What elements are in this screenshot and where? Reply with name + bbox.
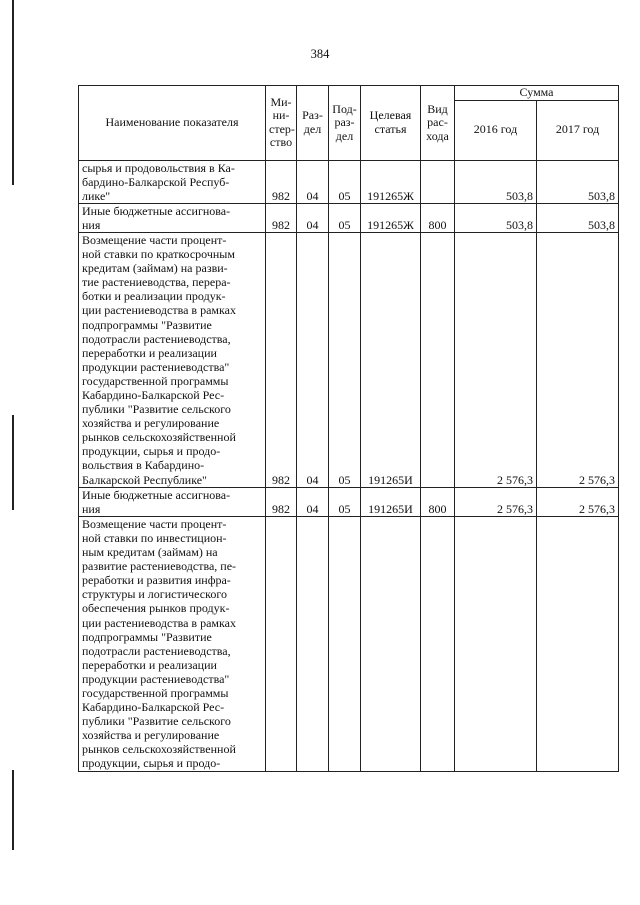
cell-ministry: 982 bbox=[266, 203, 297, 232]
header-name: Наименование показателя bbox=[79, 86, 266, 161]
cell-y2016: 2 576,3 bbox=[455, 232, 537, 487]
cell-section: 04 bbox=[297, 160, 329, 203]
table-row bbox=[79, 160, 619, 203]
table-body bbox=[79, 160, 619, 771]
cell-y2017 bbox=[537, 516, 619, 771]
header-2017: 2017 год bbox=[537, 100, 619, 160]
cell-name: Иные бюджетные ассигнова- ния bbox=[79, 203, 266, 232]
cell-target: 191265Ж bbox=[361, 160, 421, 203]
table-row bbox=[79, 487, 619, 516]
header-ministry: Ми- ни- стер- ство bbox=[266, 86, 297, 161]
cell-section bbox=[297, 516, 329, 771]
cell-target bbox=[361, 516, 421, 771]
header-target: Целевая статья bbox=[361, 86, 421, 161]
cell-y2017: 2 576,3 bbox=[537, 487, 619, 516]
cell-section: 04 bbox=[297, 203, 329, 232]
header-subsection: Под- раз- дел bbox=[329, 86, 361, 161]
scan-edge-mark bbox=[12, 415, 14, 510]
cell-y2017: 503,8 bbox=[537, 160, 619, 203]
cell-y2016: 2 576,3 bbox=[455, 487, 537, 516]
cell-name: Иные бюджетные ассигнова- ния bbox=[79, 487, 266, 516]
table-header bbox=[79, 86, 619, 161]
cell-type bbox=[421, 160, 455, 203]
header-2016: 2016 год bbox=[455, 100, 537, 160]
cell-subsection: 05 bbox=[329, 232, 361, 487]
cell-type: 800 bbox=[421, 203, 455, 232]
cell-ministry: 982 bbox=[266, 160, 297, 203]
cell-subsection: 05 bbox=[329, 203, 361, 232]
header-sum: Сумма bbox=[455, 86, 619, 101]
cell-ministry: 982 bbox=[266, 232, 297, 487]
cell-y2017: 503,8 bbox=[537, 203, 619, 232]
table-row bbox=[79, 232, 619, 487]
cell-type bbox=[421, 232, 455, 487]
budget-table bbox=[78, 85, 619, 772]
cell-type: 800 bbox=[421, 487, 455, 516]
header-section: Раз- дел bbox=[297, 86, 329, 161]
cell-y2016: 503,8 bbox=[455, 203, 537, 232]
page-number: 384 bbox=[310, 47, 330, 61]
cell-ministry: 982 bbox=[266, 487, 297, 516]
scan-edge-mark bbox=[12, 770, 14, 850]
header-type: Вид рас- хода bbox=[421, 86, 455, 161]
scan-edge-mark bbox=[12, 0, 14, 185]
cell-subsection bbox=[329, 516, 361, 771]
cell-section: 04 bbox=[297, 232, 329, 487]
cell-target: 191265И bbox=[361, 487, 421, 516]
cell-target: 191265И bbox=[361, 232, 421, 487]
cell-type bbox=[421, 516, 455, 771]
cell-y2016 bbox=[455, 516, 537, 771]
cell-name: Возмещение части процент- ной ставки по инвестицион- ным кредитам (займам) на развитие растениеводства, пе- реработки и развития инфра- структуры и логистического обеспечения рынков продук- ции растениеводства в рамках подпрограммы "Развитие подотрасли растениеводства, переработки и реализации продукции растениеводства" государственной программы Кабардино-Балкарской Рес- публики "Развитие сельского хозяйства и регулирование рынков сельскохозяйственной продукции, сырья и продо- bbox=[79, 516, 266, 771]
cell-name: Возмещение части процент- ной ставки по краткосрочным кредитам (займам) на разви- тие растениеводства, перера- ботки и реализации продук- ции растениеводства в рамках подпрограммы "Развитие подотрасли растениеводства, переработки и реализации продукции растениеводства" государственной программы Кабардино-Балкарской Рес- публики "Развитие сельского хозяйства и регулирование рынков сельскохозяйственной продукции, сырья и продо- вольствия в Кабардино- Балкарской Республике" bbox=[79, 232, 266, 487]
cell-name: сырья и продовольствия в Ка- бардино-Балкарской Респуб- лике" bbox=[79, 160, 266, 203]
table-row bbox=[79, 203, 619, 232]
cell-subsection: 05 bbox=[329, 160, 361, 203]
cell-ministry bbox=[266, 516, 297, 771]
cell-y2016: 503,8 bbox=[455, 160, 537, 203]
table-row bbox=[79, 516, 619, 771]
cell-y2017: 2 576,3 bbox=[537, 232, 619, 487]
cell-target: 191265Ж bbox=[361, 203, 421, 232]
cell-section: 04 bbox=[297, 487, 329, 516]
cell-subsection: 05 bbox=[329, 487, 361, 516]
